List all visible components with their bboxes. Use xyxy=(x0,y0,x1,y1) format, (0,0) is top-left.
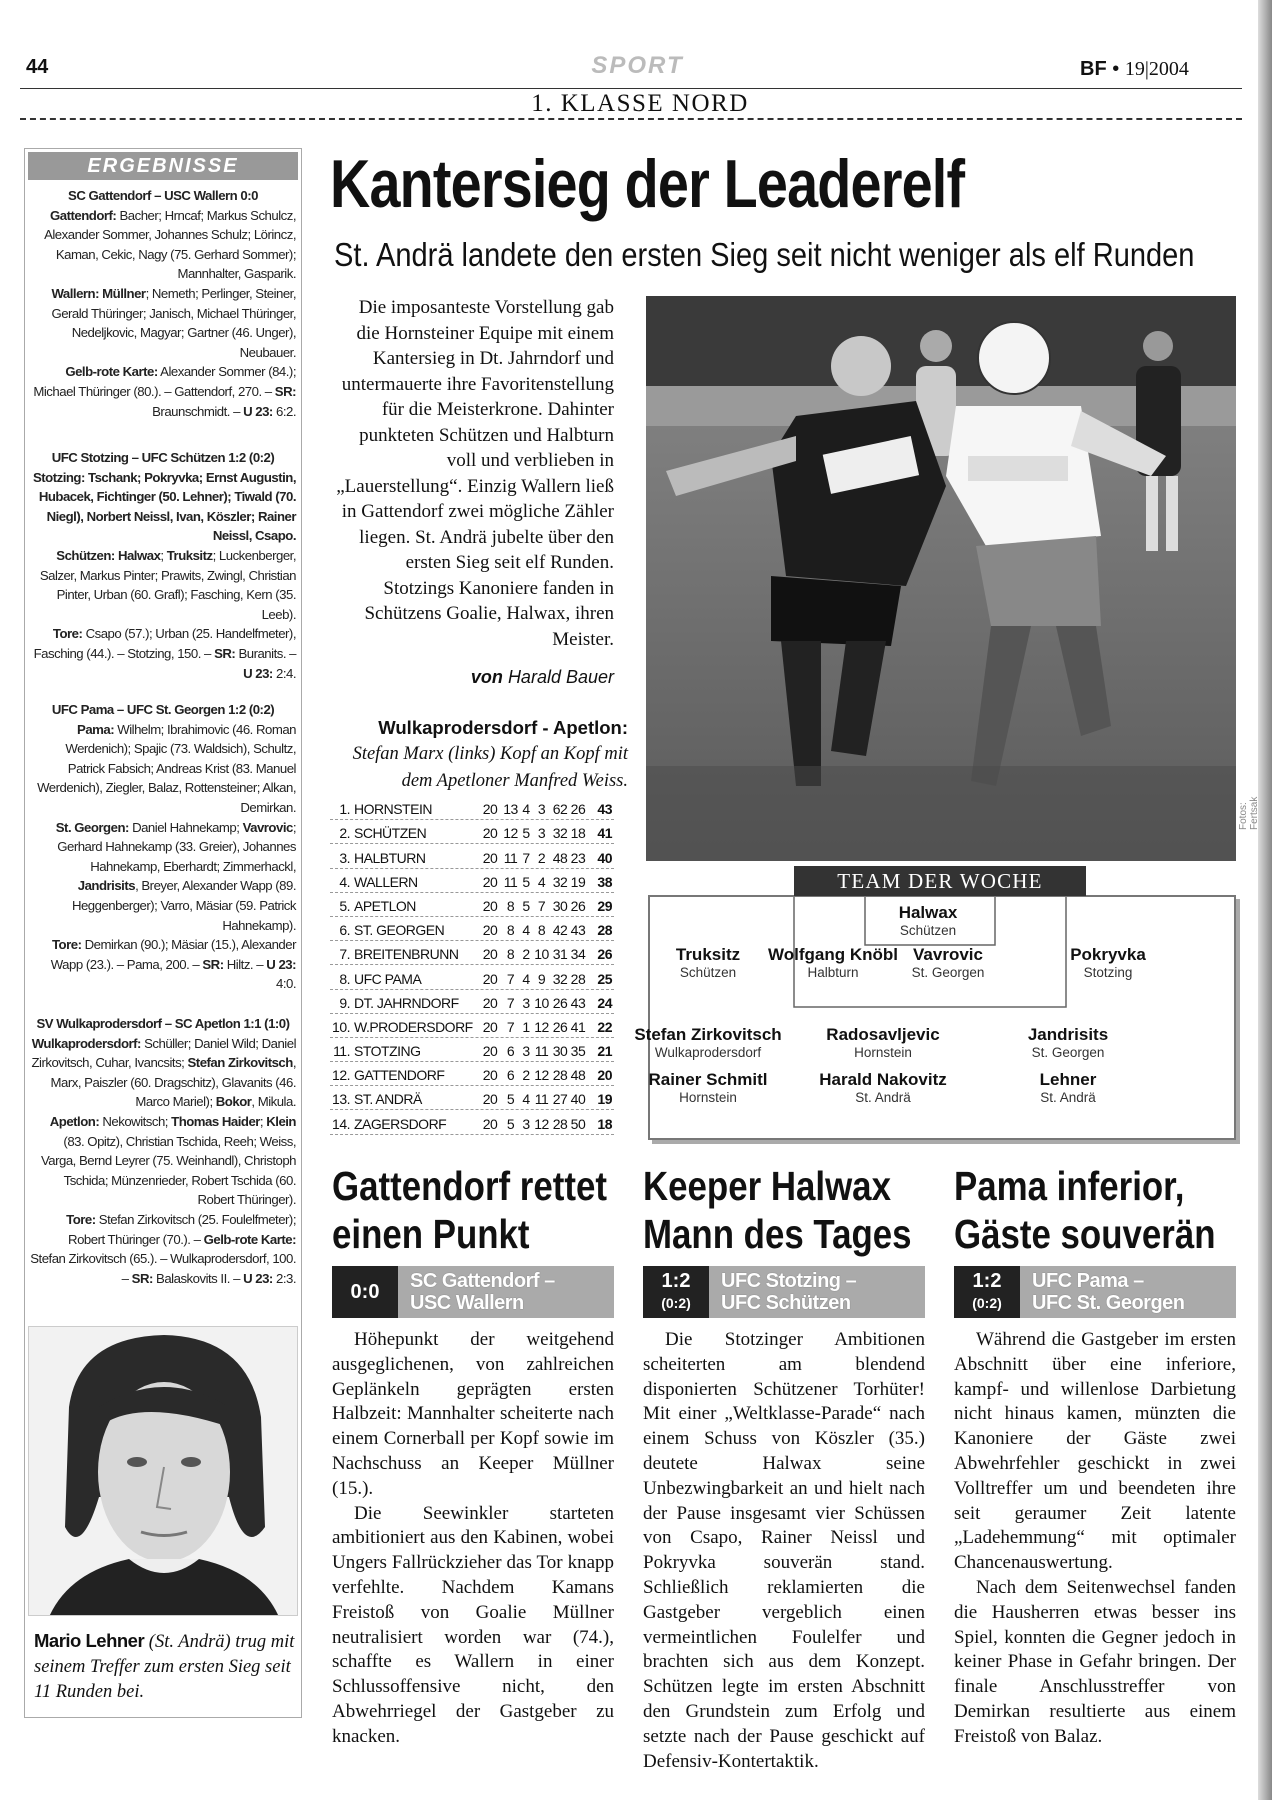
player-club: St. Georgen xyxy=(911,965,985,980)
table-cell-draws: 4 xyxy=(522,801,530,818)
score-final: 1:2 xyxy=(972,1270,1002,1292)
table-cell-draws: 3 xyxy=(522,1115,530,1132)
issue-number: 19|2004 xyxy=(1124,58,1189,80)
table-cell-games: 20 xyxy=(482,1115,498,1132)
score xyxy=(643,1266,709,1318)
score-halftime: (0:2) xyxy=(661,1295,691,1311)
table-cell-wins: 11 xyxy=(503,849,518,866)
table-cell-rank: 9. xyxy=(339,994,350,1011)
team-of-week-title: TEAM DER WOCHE xyxy=(794,866,1086,896)
article-paragraph: Die Stotzinger Ambitionen scheiterten am blendend disponierten Schützener Torhüter! Mit einer „Weltklasse-Parade“ nach einem Schuss von Köszler (35.) deutete Halwax seine Unbezwingbarkeit an und hielt nach der Pause insgesamt vier Schüssen von Csapo, Rainer Neissl und Pokryvka souverän stand. Schließlich reklamierten die Gastgeber vergeblich einen vermeintlichen Foulelfer und brachten sich aus dem Konzept. Schützen legte im ersten Abschnitt den Grundstein zum Erfolg und setzte nach der Pause geschickt auf Defensiv-Kontertaktik. xyxy=(643,1329,925,1772)
caption-text: (St. Andrä) trug mit seinem Treffer zum ersten Sieg seit 11 Runden bei. xyxy=(34,1632,295,1702)
table-cell-draws: 4 xyxy=(522,970,530,987)
table-cell-rank: 3. xyxy=(339,849,350,866)
table-cell-games: 20 xyxy=(482,1067,498,1084)
portrait-caption xyxy=(34,1628,296,1705)
league-title: 1. KLASSE NORD xyxy=(531,90,749,117)
table-cell-games: 20 xyxy=(482,994,498,1011)
author-line xyxy=(332,667,614,688)
table-row xyxy=(330,941,614,965)
match-photo xyxy=(646,296,1236,861)
table-cell-draws: 5 xyxy=(522,825,530,842)
table-cell-rank: 6. xyxy=(339,922,350,939)
table-row xyxy=(330,917,614,941)
table-cell-wins: 5 xyxy=(506,1115,515,1132)
table-row xyxy=(330,1110,614,1134)
table-cell-points: 28 xyxy=(597,922,612,939)
player-club: Hornstein xyxy=(854,1045,912,1060)
player-club: St. Georgen xyxy=(1031,1045,1105,1060)
player-club: Wulkaprodersdorf xyxy=(654,1045,762,1060)
table-cell-team: UFC PAMA xyxy=(354,970,422,987)
article-body xyxy=(332,1328,614,1750)
table-cell-wins: 8 xyxy=(506,946,515,963)
table-cell-goals: 42 43 xyxy=(552,922,586,939)
score-halftime: (0:2) xyxy=(972,1295,1002,1311)
caption-name: Mario Lehner xyxy=(34,1630,145,1651)
table-row xyxy=(330,820,614,844)
table-cell-points: 18 xyxy=(597,1115,612,1132)
league-dash-rule xyxy=(20,118,1242,120)
table-cell-losses: 3 xyxy=(537,801,546,818)
author-prefix: von xyxy=(470,667,503,687)
table-cell-losses: 11 xyxy=(534,1091,549,1108)
main-headline: Kantersieg der Leaderelf xyxy=(330,146,965,222)
table-cell-rank: 10. xyxy=(332,1018,350,1035)
photo-caption-lead: Wulkaprodersdorf - Apetlon: xyxy=(378,717,628,738)
table-cell-team: ST. ANDRÄ xyxy=(354,1091,422,1108)
team-player xyxy=(968,1070,1168,1105)
table-cell-points: 20 xyxy=(597,1067,612,1084)
team-player xyxy=(828,903,1028,938)
table-cell-losses: 4 xyxy=(537,873,546,890)
score-teams xyxy=(709,1266,856,1318)
table-cell-team: HORNSTEIN xyxy=(354,801,432,818)
table-cell-points: 24 xyxy=(597,994,612,1011)
table-cell-losses: 12 xyxy=(534,1018,549,1035)
page-edge-shadow xyxy=(1258,0,1272,1800)
table-cell-games: 20 xyxy=(482,1018,498,1035)
table-row xyxy=(330,965,614,989)
result-lineup: Pama: Wilhelm; Ibrahimovic (46. Roman Werdenich); Spajic (73. Waldsich), Schultz, Patrick Fabsich; Andreas Krist (83. Manuel Werdenich), Ziegler, Balaz, Rottensteiner; Alkan, Demirkan. St. Georgen: Daniel Hahnekamp; Vavrovic; Gerhard Hahnekamp (33. Greier), Johannes Hahnekamp, Eberhardt; Zimmerhackl, Jandrisits, Breyer, Alexander Wapp (89. Heggenberger); Varro, Mäsiar (59. Patrick Hahnekamp). Tore: Demirkan (90.); Mäsiar (15.), Alexander Wapp (23.). – Pama, 200. – SR: Hiltz. – U 23: 4:0. xyxy=(37,721,296,992)
player-name: Radosavljevic xyxy=(826,1025,940,1044)
table-cell-goals: 28 48 xyxy=(552,1067,586,1084)
team-player xyxy=(783,1025,983,1060)
table-cell-goals: 62 26 xyxy=(552,801,586,818)
table-cell-points: 19 xyxy=(597,1091,612,1108)
table-cell-team: SCHÜTZEN xyxy=(354,825,427,842)
score-bar xyxy=(332,1266,614,1318)
table-cell-losses: 2 xyxy=(537,849,546,866)
publication-info xyxy=(1080,58,1240,81)
result-title: UFC Pama – UFC St. Georgen 1:2 (0:2) xyxy=(51,702,275,717)
table-cell-wins: 12 xyxy=(503,825,518,842)
table-cell-draws: 5 xyxy=(522,873,530,890)
table-cell-losses: 10 xyxy=(534,946,549,963)
table-cell-points: 38 xyxy=(597,873,612,890)
result-lineup: Wulkaprodersdorf: Schüller; Daniel Wild; Daniel Zirkovitsch, Cuhar, Ivancsits; Stefan Zirkovitsch, Marx, Paiszler (60. Dragschitz), Glavanits (46. Marco Mariel); Bokor, Mikula. Apetlon: Nekowitsch; Thomas Haider; Klein (83. Opitz), Christian Tschida, Reeh; Weiss, Varga, Bernd Leyrer (75. Weinhandl), Christoph Tschida; Münzenrieder, Robert Tschida (60. Robert Thüringer). Tore: Stefan Zirkovitsch (25. Foulelfmeter); Robert Thüringer (70.). – Gelb-rote Karte: Stefan Zirkovitsch (65.). – Wulkaprodersdorf, 100. – SR: Balaskovits II. – U 23: 2:3. xyxy=(30,1035,296,1286)
table-cell-team: GATTENDORF xyxy=(354,1067,445,1084)
player-club: St. Andrä xyxy=(1040,1090,1096,1105)
table-cell-games: 20 xyxy=(482,801,498,818)
player-club: St. Andrä xyxy=(855,1090,911,1105)
score-final: 0:0 xyxy=(350,1281,380,1303)
home-team: UFC Stotzing – xyxy=(721,1270,857,1292)
table-cell-rank: 12. xyxy=(332,1067,350,1084)
player-name: Jandrisits xyxy=(1027,1025,1109,1044)
score xyxy=(954,1266,1020,1318)
table-row xyxy=(330,1086,614,1110)
score-bar xyxy=(643,1266,925,1318)
article-title-line2: einen Punkt xyxy=(332,1211,530,1257)
table-cell-draws: 3 xyxy=(522,994,530,1011)
page-number: 44 xyxy=(26,56,49,78)
table-cell-points: 21 xyxy=(597,1043,612,1060)
table-cell-goals: 32 28 xyxy=(552,970,586,987)
table-cell-draws: 5 xyxy=(522,897,530,914)
article-gattendorf xyxy=(332,1162,614,1750)
table-cell-losses: 11 xyxy=(534,1043,549,1060)
table-cell-goals: 31 34 xyxy=(552,946,586,963)
player-name: Halwax xyxy=(898,903,958,922)
score xyxy=(332,1266,398,1318)
table-cell-losses: 12 xyxy=(534,1115,549,1132)
result-block-pama xyxy=(30,700,296,994)
result-title: UFC Stotzing – UFC Schützen 1:2 (0:2) xyxy=(51,450,275,465)
article-paragraph: Während die Gastgeber im ersten Abschnitt über eine inferiore, kampf- und willenlose Darbietung nicht hinaus kamen, münzten die Kanoniere der Gäste zwei Abwehrfehler geschickt in zwei Volltreffer um und beendeten ihre seit geraumer Zeit latente „Ladehemmung“ mit optimaler Chancenauswertung. xyxy=(954,1329,1236,1574)
player-club: Halbturn xyxy=(807,965,859,980)
table-cell-rank: 5. xyxy=(339,897,350,914)
player-name: Pokryvka xyxy=(1070,945,1146,964)
table-cell-rank: 11. xyxy=(333,1043,350,1060)
photo-credit: Fotos: Fertsak xyxy=(1238,796,1260,830)
table-cell-wins: 6 xyxy=(506,1043,515,1060)
author-name: Harald Bauer xyxy=(507,667,614,687)
table-cell-points: 40 xyxy=(597,849,612,866)
article-title-line1: Keeper Halwax xyxy=(643,1163,891,1209)
team-player xyxy=(783,1070,983,1105)
table-cell-draws: 4 xyxy=(522,922,530,939)
table-cell-rank: 2. xyxy=(339,825,350,842)
team-player xyxy=(608,1025,808,1060)
article-title-line1: Pama inferior, xyxy=(954,1163,1185,1209)
table-cell-losses: 3 xyxy=(537,825,546,842)
table-cell-rank: 7. xyxy=(339,946,350,963)
player-name: Vavrovic xyxy=(913,945,983,964)
table-cell-team: STOTZING xyxy=(354,1043,421,1060)
table-cell-wins: 11 xyxy=(503,873,518,890)
photo-caption xyxy=(332,715,628,794)
score-teams xyxy=(1020,1266,1185,1318)
table-cell-points: 26 xyxy=(597,946,612,963)
publication-name: BF xyxy=(1080,58,1107,80)
result-lineup: Stotzing: Tschank; Pokryvka; Ernst Augustin, Hubacek, Fichtinger (50. Lehner); Tiwald (70. Niegl), Norbert Neissl, Ivan, Köszler; Rainer Neissl, Csapo. Schützen: Halwax; Truksitz; Luckenberger, Salzer, Markus Pinter; Prawits, Zwingl, Christian Pinter, Urban (60. Grafl); Fasching, Kern (35. Leeb). Tore: Csapo (57.); Urban (25. Handelfmeter), Fasching (44.). – Stotzing, 150. – SR: Buranits. – U 23: 2:4. xyxy=(32,469,296,681)
player-name: Lehner xyxy=(1039,1070,1097,1089)
article-paragraph: Höhepunkt der weitgehend ausgeglichenen, von zahlreichen Geplänkeln geprägten ersten Halbzeit: Mannhalter scheiterte nach einem Cornerball per Kopf sowie im Nachschuss an Keeper Müllner (15.). xyxy=(332,1329,614,1499)
table-cell-goals: 27 40 xyxy=(552,1091,586,1108)
table-cell-losses: 8 xyxy=(537,922,546,939)
table-cell-draws: 2 xyxy=(522,1067,530,1084)
table-cell-team: ZAGERSDORF xyxy=(354,1115,447,1132)
team-player xyxy=(968,1025,1168,1060)
table-cell-games: 20 xyxy=(482,922,498,939)
table-cell-rank: 14. xyxy=(332,1115,350,1132)
table-cell-points: 22 xyxy=(597,1018,612,1035)
article-title-line1: Gattendorf rettet xyxy=(332,1163,607,1209)
article-body xyxy=(954,1328,1236,1750)
table-cell-games: 20 xyxy=(482,1091,498,1108)
results-heading: ERGEBNISSE xyxy=(28,152,298,180)
table-cell-wins: 5 xyxy=(506,1091,515,1108)
table-cell-wins: 8 xyxy=(506,897,515,914)
table-cell-goals: 30 35 xyxy=(552,1043,586,1060)
table-cell-losses: 12 xyxy=(534,1067,549,1084)
table-cell-draws: 1 xyxy=(522,1018,530,1035)
table-cell-team: DT. JAHRNDORF xyxy=(354,994,459,1011)
result-block-stotzing xyxy=(30,448,296,683)
table-cell-points: 25 xyxy=(597,970,612,987)
table-cell-rank: 1. xyxy=(339,801,350,818)
table-cell-team: WALLERN xyxy=(354,873,418,890)
table-cell-games: 20 xyxy=(482,873,498,890)
player-name: Stefan Zirkovitsch xyxy=(634,1025,782,1044)
away-team: USC Wallern xyxy=(410,1292,524,1314)
separator-dot: • xyxy=(1112,58,1120,80)
table-cell-wins: 7 xyxy=(506,1018,515,1035)
player-club: Schützen xyxy=(679,965,737,980)
table-cell-wins: 7 xyxy=(506,970,515,987)
header-rule xyxy=(20,88,1242,89)
score-bar xyxy=(954,1266,1236,1318)
player-name: Truksitz xyxy=(675,945,741,964)
portrait-image xyxy=(29,1327,298,1616)
table-cell-team: HALBTURN xyxy=(354,849,426,866)
player-club: Schützen xyxy=(899,923,957,938)
table-row xyxy=(330,869,614,893)
match-image xyxy=(646,296,1236,861)
table-cell-team: W.PRODERSDORF xyxy=(354,1018,473,1035)
player-name: Harald Nakovitz xyxy=(819,1070,947,1089)
table-cell-points: 43 xyxy=(597,801,612,818)
table-cell-goals: 28 50 xyxy=(552,1115,586,1132)
result-title: SV Wulkaprodersdorf – SC Apetlon 1:1 (1:0) xyxy=(36,1016,290,1031)
table-cell-draws: 4 xyxy=(522,1091,530,1108)
table-cell-games: 20 xyxy=(482,825,498,842)
article-paragraph: Die Seewinkler starteten ambitioniert aus den Kabinen, wobei Ungers Fallrückzieher das Tor knapp verfehlte. Nachdem Kamans Freistoß von Goalie Müllner neutralisiert worden war (74.), schaffte es Wallern in einer Schlussoffensive nicht, den Abwehrriegel der Gastgeber zu knacken. xyxy=(332,1502,614,1747)
lead-paragraph: Die imposanteste Vorstellung gab die Hornsteiner Equipe mit einem Kantersieg in Dt. Jahrndorf und untermauerte ihre Favoritenstellung für die Meisterkrone. Dahinter punkteten Schützen und Halbturn voll und verblieben in „Lauerstellung“. Einzig Wallern ließ in Gattendorf zwei mögliche Zähler liegen. St. Andrä jubelte über den ersten Sieg seit elf Runden. Stotzings Kanoniere fanden in Schützens Goalie, Halwax, ihren Meister. xyxy=(336,297,614,650)
result-block-wulkaprodersdorf xyxy=(30,1014,296,1288)
table-cell-draws: 3 xyxy=(522,1043,530,1060)
table-cell-team: APETLON xyxy=(354,897,416,914)
portrait-photo xyxy=(28,1326,298,1616)
home-team: UFC Pama – xyxy=(1032,1270,1144,1292)
player-name: Rainer Schmitl xyxy=(648,1070,768,1089)
table-row xyxy=(330,796,614,820)
article-stotzing xyxy=(643,1162,925,1774)
table-row xyxy=(330,990,614,1014)
table-cell-wins: 13 xyxy=(503,801,518,818)
article-paragraph: Nach dem Seitenwechsel fanden die Hausherren etwas besser ins Spiel, konnten die Gegner jedoch in keiner Phase in Gefahr bringen. Der finale Anschlusstreffer von Demirkan resultierte aus einem Freistoß von Balaz. xyxy=(954,1576,1236,1747)
table-row xyxy=(330,1038,614,1062)
article-pama xyxy=(954,1162,1236,1750)
table-cell-rank: 8. xyxy=(339,970,350,987)
table-cell-wins: 7 xyxy=(506,994,515,1011)
table-cell-losses: 9 xyxy=(537,970,546,987)
team-player xyxy=(1008,945,1208,980)
table-cell-losses: 7 xyxy=(537,897,546,914)
table-cell-draws: 7 xyxy=(522,849,530,866)
article-title-line2: Mann des Tages xyxy=(643,1211,912,1257)
team-player xyxy=(608,1070,808,1105)
score-final: 1:2 xyxy=(661,1270,691,1292)
table-cell-points: 29 xyxy=(597,897,612,914)
table-cell-goals: 48 23 xyxy=(552,849,586,866)
table-cell-losses: 10 xyxy=(534,994,549,1011)
table-row xyxy=(330,893,614,917)
table-cell-games: 20 xyxy=(482,897,498,914)
photo-caption-text: Stefan Marx (links) Kopf an Kopf mit dem Apetloner Manfred Weiss. xyxy=(352,744,628,791)
table-cell-team: ST. GEORGEN xyxy=(354,922,445,939)
away-team: UFC Schützen xyxy=(721,1292,851,1314)
table-cell-goals: 32 19 xyxy=(552,873,586,890)
table-cell-goals: 26 43 xyxy=(552,994,586,1011)
table-cell-goals: 30 26 xyxy=(552,897,586,914)
team-of-week-players xyxy=(634,895,1236,1140)
section-title: SPORT xyxy=(591,52,684,79)
league-table xyxy=(330,796,614,1135)
home-team: SC Gattendorf – xyxy=(410,1270,555,1292)
player-name: Wolfgang Knöbl xyxy=(768,945,898,964)
table-cell-team: BREITENBRUNN xyxy=(354,946,459,963)
table-cell-goals: 26 41 xyxy=(552,1018,586,1035)
player-club: Stotzing xyxy=(1083,965,1133,980)
result-block-gattendorf xyxy=(30,186,296,421)
table-cell-wins: 8 xyxy=(506,922,515,939)
table-cell-games: 20 xyxy=(482,946,498,963)
table-cell-games: 20 xyxy=(482,849,498,866)
main-subheadline: St. Andrä landete den ersten Sieg seit nicht weniger als elf Runden xyxy=(334,236,1195,273)
article-body xyxy=(643,1328,925,1774)
result-title: SC Gattendorf – USC Wallern 0:0 xyxy=(68,188,258,203)
table-cell-goals: 32 18 xyxy=(552,825,586,842)
article-title-line2: Gäste souverän xyxy=(954,1211,1216,1257)
table-cell-wins: 6 xyxy=(506,1067,515,1084)
table-row xyxy=(330,1014,614,1038)
table-cell-draws: 2 xyxy=(522,946,530,963)
player-club: Hornstein xyxy=(679,1090,737,1105)
result-lineup: Gattendorf: Bacher; Hrncaf; Markus Schulcz, Alexander Sommer, Johannes Schulz; Lörincz, Kaman, Cekic, Nagy (75. Gerhard Sommer); Mannhalter, Gasparik. Wallern: Müllner; Nemeth; Perlinger, Steiner, Gerald Thüringer; Janisch, Michael Thüringer, Nedeljkovic, Magyar; Gartner (46. Unger), Neubauer. Gelb-rote Karte: Alexander Sommer (84.); Michael Thüringer (80.). – Gattendorf, 270. – SR: Braunschmidt. – U 23: 6:2. xyxy=(33,207,296,419)
table-cell-rank: 4. xyxy=(339,873,350,890)
score-teams xyxy=(398,1266,555,1318)
table-cell-games: 20 xyxy=(482,970,498,987)
table-cell-games: 20 xyxy=(482,1043,498,1060)
table-cell-points: 41 xyxy=(597,825,612,842)
table-cell-rank: 13. xyxy=(332,1091,350,1108)
away-team: UFC St. Georgen xyxy=(1032,1292,1185,1314)
table-row xyxy=(330,1062,614,1086)
table-row xyxy=(330,844,614,868)
